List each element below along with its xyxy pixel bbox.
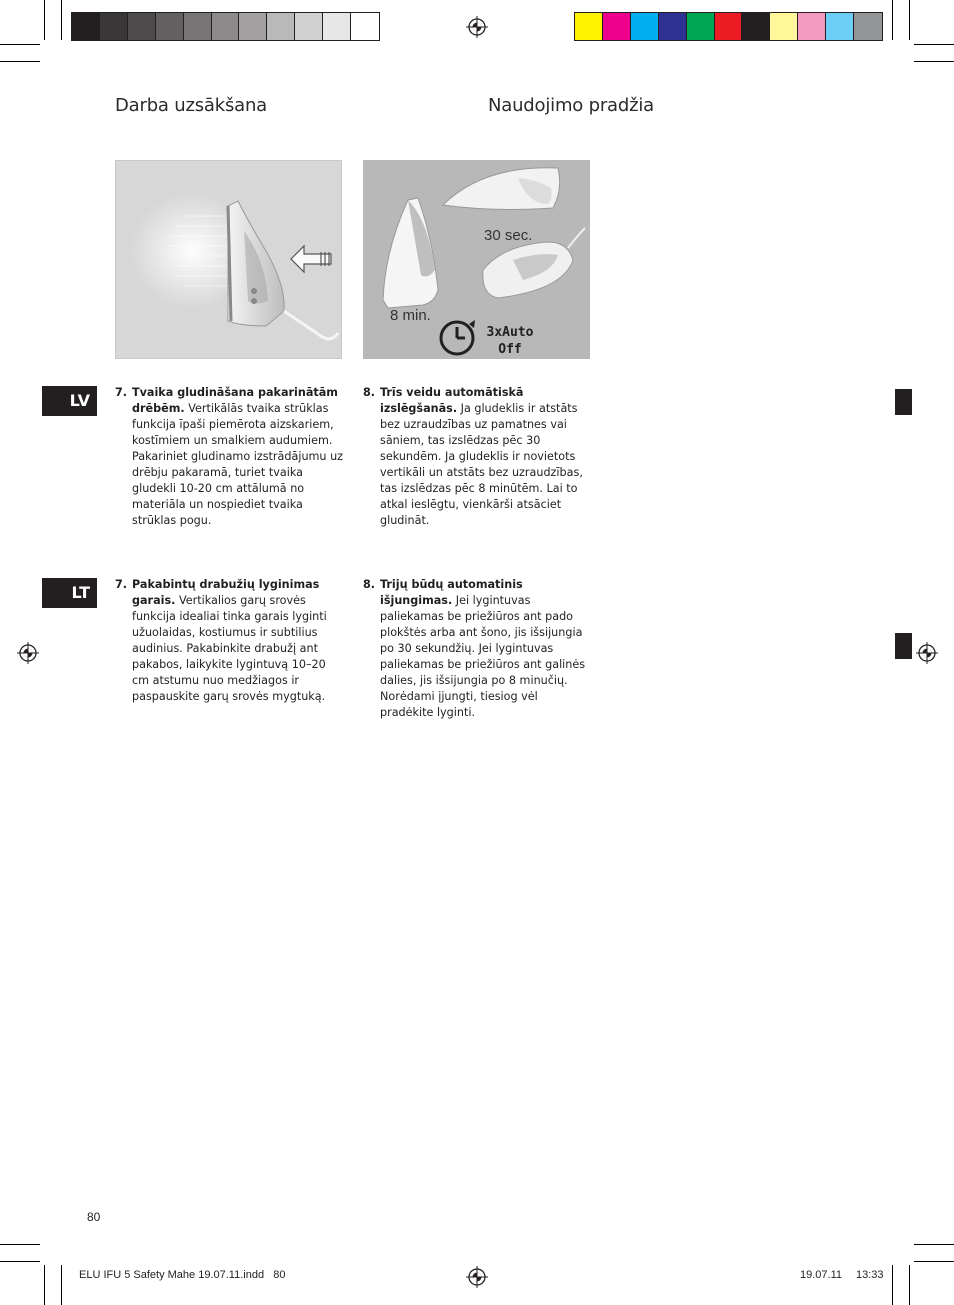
crop-mark — [61, 1265, 62, 1305]
color-swatch — [575, 13, 603, 40]
crop-mark — [44, 0, 45, 40]
color-swatch — [742, 13, 770, 40]
color-swatch — [239, 13, 267, 40]
color-swatch — [603, 13, 631, 40]
color-swatch — [659, 13, 687, 40]
color-swatch — [156, 13, 184, 40]
instruction-lt-8 — [363, 577, 593, 719]
vertical-steam-illustration — [115, 160, 342, 359]
language-tab-edge — [895, 633, 912, 659]
slug-filename: ELU IFU 5 Safety Mahe 19.07.11.indd 80 — [79, 1269, 286, 1281]
crop-mark — [914, 44, 954, 45]
crop-mark — [44, 1265, 45, 1305]
item-title: Trīs veidu automātiskā izslēgšanās. — [380, 386, 524, 415]
slug-time: 13:33 — [856, 1269, 884, 1281]
language-tab-lv: LV — [42, 386, 97, 416]
auto-off-illustration — [363, 160, 590, 359]
slug-date: 19.07.11 — [800, 1269, 843, 1281]
color-swatch — [72, 13, 100, 40]
color-swatch — [631, 13, 659, 40]
color-swatch — [323, 13, 351, 40]
item-number: 7. — [115, 578, 128, 591]
item-title: Tvaika gludināšana pakarinātām drēbēm. — [132, 386, 338, 415]
item-number: 8. — [363, 578, 376, 591]
instruction-lv-8 — [363, 385, 593, 527]
crop-mark — [909, 0, 910, 40]
clock-icon — [441, 320, 475, 354]
color-swatch — [715, 13, 743, 40]
crop-mark — [61, 0, 62, 40]
auto-off-line2: Off — [498, 342, 522, 357]
crop-mark — [914, 61, 954, 62]
color-swatch — [826, 13, 854, 40]
item-title: Trijų būdų automatinis išjungimas. — [380, 578, 523, 607]
crop-mark — [0, 1261, 40, 1262]
item-title: Pakabintų drabužių lyginimas garais. — [132, 578, 320, 607]
item-text: Ja gludeklis ir atstāts bez uzraudzības uz pamatnes vai sāniem, tas izslēdzas pēc 30 sekundēm. Ja gludeklis ir novietots vertikāli un atstāts bez uzraudzības, tas izslēdzas pēc 8 minūtēm. Lai to atkal ieslēgtu, vienkārši atsāciet gludināt. — [380, 402, 583, 527]
crop-mark — [909, 1265, 910, 1305]
process-color-bar — [574, 12, 883, 41]
color-swatch — [798, 13, 826, 40]
auto-off-iron-icon — [363, 160, 590, 359]
item-text: Vertikalios garų srovės funkcija idealiai tinka garais lyginti užuolaidas, kostiumus ir subtilius audinius. Pakabinkite drabužį ant pakabos, laikykite lygintuvą 10–20 cm atstumu nuo medžiagos ir paspauskite garų srovės mygtuką. — [132, 594, 327, 703]
item-number: 8. — [363, 386, 376, 399]
registration-mark-icon — [916, 642, 938, 664]
crop-mark — [914, 1261, 954, 1262]
instruction-lv-7 — [115, 385, 345, 527]
language-tab-lt: LT — [42, 578, 97, 608]
page-number: 80 — [87, 1210, 101, 1224]
color-swatch — [212, 13, 240, 40]
color-swatch — [854, 13, 882, 40]
registration-mark-icon — [17, 642, 39, 664]
crop-mark — [0, 1244, 40, 1245]
iron-steam-icon — [116, 161, 343, 360]
item-text: Vertikālās tvaika strūklas funkcija īpaši piemērota aizskariem, kostīmiem un smalkiem audumiem. Pakariniet gludinamo izstrādājumu uz drēbju pakaramā, turiet tvaika gludekli 10-20 cm attālumā no materiāla un nospiediet tvaika strūklas pogu. — [132, 402, 344, 527]
color-swatch — [295, 13, 323, 40]
crop-mark — [892, 0, 893, 40]
auto-off-line1: 3xAuto — [486, 325, 534, 340]
section-heading-lt: Naudojimo pradžia — [488, 95, 654, 116]
color-swatch — [351, 13, 379, 40]
color-swatch — [184, 13, 212, 40]
color-swatch — [770, 13, 798, 40]
crop-mark — [0, 61, 40, 62]
color-swatch — [267, 13, 295, 40]
crop-mark — [0, 44, 40, 45]
language-tab-edge — [895, 389, 912, 415]
registration-mark-icon — [466, 1266, 488, 1288]
color-swatch — [687, 13, 715, 40]
color-swatch — [128, 13, 156, 40]
item-text: Jei lygintuvas paliekamas be priežiūros ant pado plokštės arba ant šono, jis išsijungia po 30 sekundžių. Jei lygintuvas paliekamas be priežiūros ant galinės dalies, jis išsijungia po 8 minučių. Norėdami įjungti, tiesiog vėl pradėkite lyginti. — [380, 594, 586, 719]
instruction-lt-7 — [115, 577, 345, 707]
timer-long-label: 8 min. — [390, 307, 431, 324]
crop-mark — [914, 1244, 954, 1245]
color-swatch — [100, 13, 128, 40]
section-heading-lv: Darba uzsākšana — [115, 95, 268, 116]
item-number: 7. — [115, 386, 128, 399]
timer-short-label: 30 sec. — [484, 227, 533, 244]
grayscale-bar — [71, 12, 380, 41]
registration-mark-icon — [466, 16, 488, 38]
crop-mark — [892, 1265, 893, 1305]
